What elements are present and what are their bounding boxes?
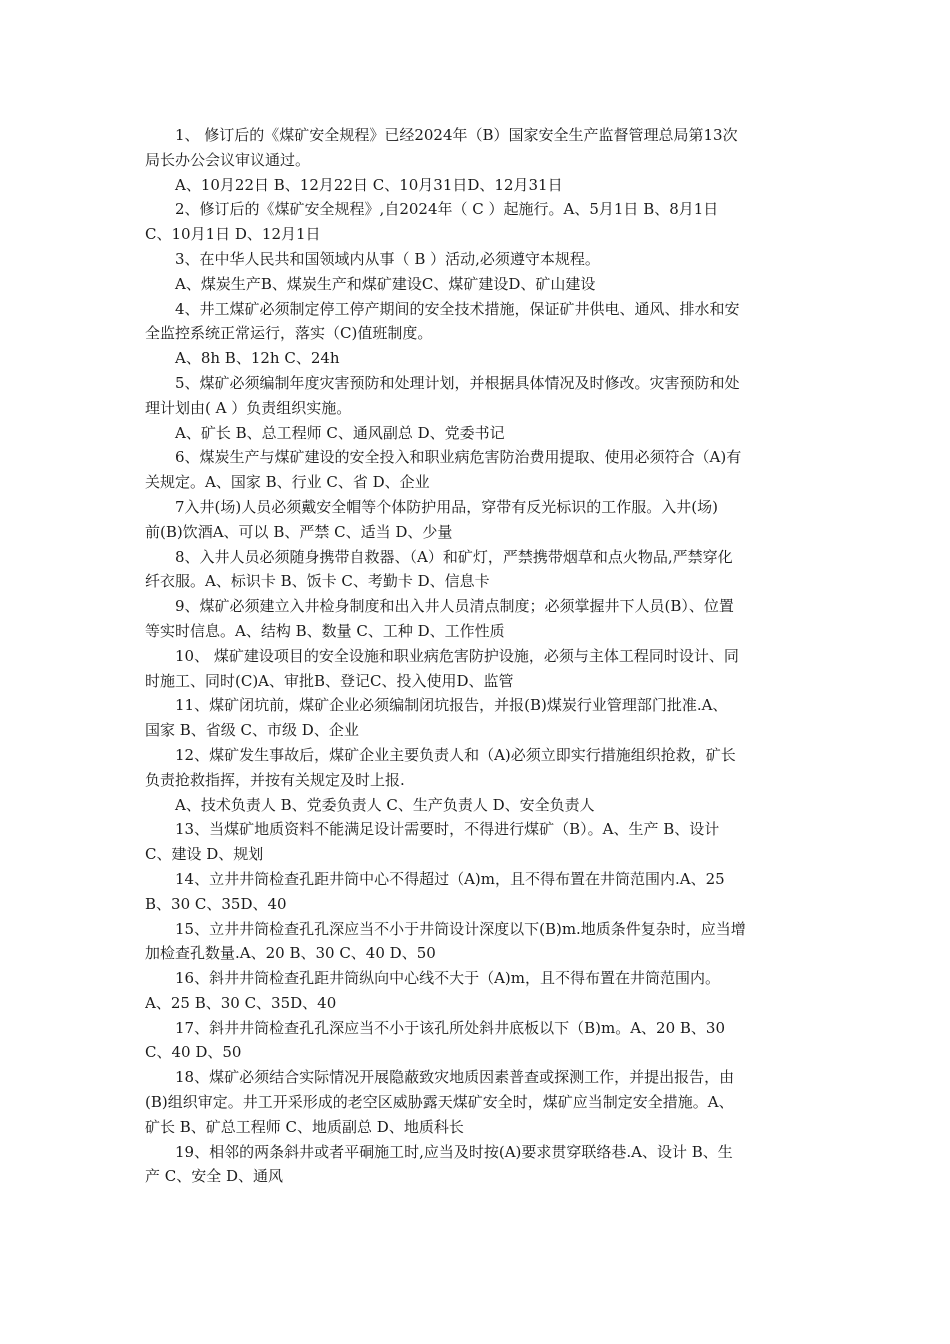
text-line: 8、入井人员必须随身携带自救器、（A）和矿灯，严禁携带烟草和点火物品,严禁穿化 <box>175 547 733 566</box>
document-body <box>145 123 813 1189</box>
text-line: A、25 B、30 C、35D、40 <box>145 993 337 1012</box>
text-line: 18、煤矿必须结合实际情况开展隐蔽致灾地质因素普查或探测工作，并提出报告，由 <box>175 1068 735 1087</box>
text-line: B、30 C、35D、40 <box>145 894 287 913</box>
text-line: 局长办公会议审议通过。 <box>145 150 311 169</box>
text-line: 17、斜井井筒检查孔孔深应当不小于该孔所处斜井底板以下（B)m。A、20 B、30 <box>175 1018 725 1037</box>
text-line: (B)组织审定。井工开采形成的老空区威胁露天煤矿安全时，煤矿应当制定安全措施。A、 <box>145 1093 734 1112</box>
text-line: A、10月22日 B、12月22日 C、10月31日D、12月31日 <box>175 175 563 194</box>
text-line: C、40 D、50 <box>145 1043 242 1062</box>
text-line: 3、在中华人民共和国领域内从事（ B ）活动,必须遵守本规程。 <box>175 249 600 268</box>
text-line: 10、 煤矿建设项目的安全设施和职业病危害防护设施，必须与主体工程同时设计、同 <box>175 646 739 665</box>
text-line: 5、煤矿必须编制年度灾害预防和处理计划，并根据具体情况及时修改。灾害预防和处 <box>175 373 740 392</box>
text-line: 19、相邻的两条斜井或者平硐施工时,应当及时按(A)要求贯穿联络巷.A、设计 B、生 <box>175 1142 733 1161</box>
text-line: 1、 修订后的《煤矿安全规程》已经2024年（B）国家安全生产监督管理总局第13次 <box>175 126 738 144</box>
text-line: C、10月1日 D、12月1日 <box>145 225 321 244</box>
text-line: A、煤炭生产B、煤炭生产和煤矿建设C、煤矿建设D、矿山建设 <box>175 274 596 293</box>
text-line: 15、立井井筒检查孔孔深应当不小于井筒设计深度以下(B)m.地质条件复杂时，应当增 <box>175 919 746 938</box>
text-line: 负责抢救指挥，并按有关规定及时上报. <box>145 770 405 789</box>
text-line: 2、修订后的《煤矿安全规程》,自2024年（ C ）起施行。A、5月1日 B、8月1日 <box>175 200 719 219</box>
text-line: 关规定。A、国家 B、行业 C、省 D、企业 <box>145 473 430 492</box>
text-line: 时施工、同时(C)A、审批B、登记C、投入使用D、监管 <box>145 671 514 690</box>
text-line: C、建设 D、规划 <box>145 845 264 864</box>
text-line: 14、立井井筒检查孔距井筒中心不得超过（A)m，且不得布置在井筒范围内.A、25 <box>175 869 725 888</box>
text-line: 16、斜井井筒检查孔距井筒纵向中心线不大于（A)m，且不得布置在井筒范围内。 <box>175 969 720 988</box>
text-line: 矿长 B、矿总工程师 C、地质副总 D、地质科长 <box>145 1117 464 1136</box>
text-line: 13、当煤矿地质资料不能满足设计需要时，不得进行煤矿（B）。A、生产 B、设计 <box>175 820 720 839</box>
text-line: 产 C、安全 D、通风 <box>145 1167 284 1186</box>
text-line: 12、煤矿发生事故后，煤矿企业主要负责人和（A)必须立即实行措施组织抢救，矿长 <box>175 745 736 764</box>
text-line: 全监控系统正常运行，落实（C)值班制度。 <box>145 324 433 343</box>
text-line: A、技术负责人 B、党委负责人 C、生产负责人 D、安全负责人 <box>175 795 595 814</box>
text-line: 加检查孔数量.A、20 B、30 C、40 D、50 <box>145 944 436 963</box>
text-line: 前(B)饮酒A、可以 B、严禁 C、适当 D、少量 <box>145 522 453 541</box>
text-line: 4、井工煤矿必须制定停工停产期间的安全技术措施，保证矿井供电、通风、排水和安 <box>175 299 740 318</box>
text-line: 11、煤矿闭坑前，煤矿企业必须编制闭坑报告，并报(B)煤炭行业管理部门批准.A、 <box>175 696 728 715</box>
text-line: A、8h B、12h C、24h <box>175 349 340 368</box>
text-line: 等实时信息。A、结构 B、数量 C、工种 D、工作性质 <box>145 621 505 640</box>
text-line: 9、煤矿必须建立入井检身制度和出入井人员清点制度；必须掌握井下人员(B）、位置 <box>175 597 734 616</box>
text-line: 7入井(场)人员必须戴安全帽等个体防护用品，穿带有反光标识的工作服。入井(场) <box>175 497 718 516</box>
text-line: A、矿长 B、总工程师 C、通风副总 D、党委书记 <box>175 423 505 442</box>
text-line: 纤衣服。A、标识卡 B、饭卡 C、考勤卡 D、信息卡 <box>145 572 490 591</box>
text-line: 国家 B、省级 C、市级 D、企业 <box>145 721 359 740</box>
text-line: 6、煤炭生产与煤矿建设的安全投入和职业病危害防治费用提取、使用必须符合（A)有 <box>175 448 742 467</box>
text-line: 理计划由( A ）负责组织实施。 <box>145 398 352 417</box>
